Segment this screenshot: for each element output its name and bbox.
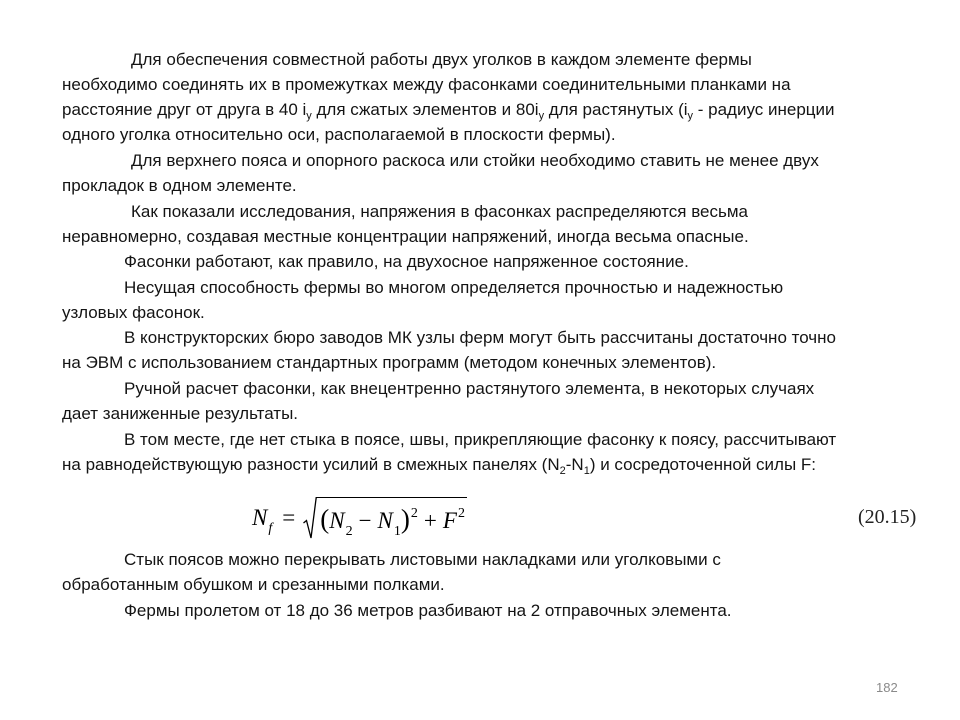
paragraph-2-line-2: прокладок в одном элементе. bbox=[62, 176, 297, 195]
plus-sign: + bbox=[423, 508, 437, 533]
text-segment: расстояние друг от друга в 40 i bbox=[62, 100, 307, 119]
paragraph-1-line-3 bbox=[62, 100, 835, 120]
subscript: y bbox=[538, 110, 545, 122]
equation-number: (20.15) bbox=[858, 506, 917, 528]
subscript-f: f bbox=[268, 521, 273, 536]
paragraph-1-line-1: Для обеспечения совместной работы двух уголков в каждом элементе фермы bbox=[131, 50, 752, 69]
text-segment: - радиус инерции bbox=[693, 100, 835, 119]
symbol-f: F bbox=[442, 508, 457, 533]
symbol-n1: N bbox=[377, 508, 393, 533]
subscript: y bbox=[687, 110, 694, 122]
symbol-n-f: N bbox=[252, 505, 268, 530]
symbol-n2: N bbox=[329, 508, 345, 533]
text-segment: ) и сосредоточенной силы F: bbox=[589, 455, 817, 474]
square-root-icon bbox=[303, 494, 317, 542]
close-paren: ) bbox=[400, 504, 410, 534]
paragraph-8-line-1: В том месте, где нет стыка в поясе, швы, прикрепляющие фасонку к поясу, рассчитывают bbox=[124, 430, 837, 449]
text-segment: на равнодействующую разности усилий в смежных панелях (N bbox=[62, 455, 560, 474]
paragraph-3-line-1: Как показали исследования, напряжения в фасонках распределяются весьма bbox=[131, 202, 748, 221]
paragraph-7-line-1: Ручной расчет фасонки, как внецентренно растянутого элемента, в некоторых случаях bbox=[124, 379, 815, 398]
paragraph-5-line-1: Несущая способность фермы во многом определяется прочностью и надежностью bbox=[124, 278, 784, 297]
radicand bbox=[317, 497, 467, 546]
paragraph-8-line-2 bbox=[62, 455, 816, 475]
equation-lhs bbox=[252, 494, 303, 546]
text-segment: для растянутых (i bbox=[544, 100, 688, 119]
paragraph-9-line-1: Стык поясов можно перекрывать листовыми накладками или уголковыми с bbox=[124, 550, 721, 569]
paragraph-9-line-2: обработанным обушком и срезанными полками. bbox=[62, 575, 445, 594]
page-number: 182 bbox=[876, 680, 898, 695]
exponent-2: 2 bbox=[410, 506, 418, 521]
subscript: y bbox=[306, 110, 312, 122]
paragraph-1-line-2: необходимо соединять их в промежутках между фасонками соединительными планками на bbox=[62, 75, 791, 94]
paragraph-5-line-2: узловых фасонок. bbox=[62, 303, 205, 322]
subscript-1: 1 bbox=[393, 524, 401, 539]
minus-sign: − bbox=[358, 508, 372, 533]
paragraph-3-line-2: неравномерно, создавая местные концентрации напряжений, иногда весьма опасные. bbox=[62, 227, 749, 246]
subscript-2: 2 bbox=[345, 524, 353, 539]
open-paren: ( bbox=[320, 504, 330, 534]
paragraph-7-line-2: дает заниженные результаты. bbox=[62, 404, 299, 423]
text-segment: для сжатых элементов и 80i bbox=[311, 100, 539, 119]
paragraph-6-line-1: В конструкторских бюро заводов МК узлы ферм могут быть рассчитаны достаточно точно bbox=[124, 328, 836, 347]
paragraph-2-line-1: Для верхнего пояса и опорного раскоса или стойки необходимо ставить не менее двух bbox=[131, 151, 819, 170]
paragraph-6-line-2: на ЭВМ с использованием стандартных программ (методом конечных элементов). bbox=[62, 353, 717, 372]
equals-sign: = bbox=[282, 505, 296, 530]
paragraph-1-line-4: одного уголка относительно оси, располагаемой в плоскости фермы). bbox=[62, 125, 616, 144]
paragraph-4-line-1: Фасонки работают, как правило, на двухосное напряженное состояние. bbox=[124, 252, 689, 271]
paragraph-10-line-1: Фермы пролетом от 18 до 36 метров разбивают на 2 отправочных элемента. bbox=[124, 601, 732, 620]
text-segment: -N bbox=[565, 455, 584, 474]
exponent-2: 2 bbox=[457, 506, 465, 521]
subscript: 1 bbox=[583, 465, 590, 477]
equation-20-15 bbox=[252, 494, 467, 542]
subscript: 2 bbox=[559, 465, 566, 477]
